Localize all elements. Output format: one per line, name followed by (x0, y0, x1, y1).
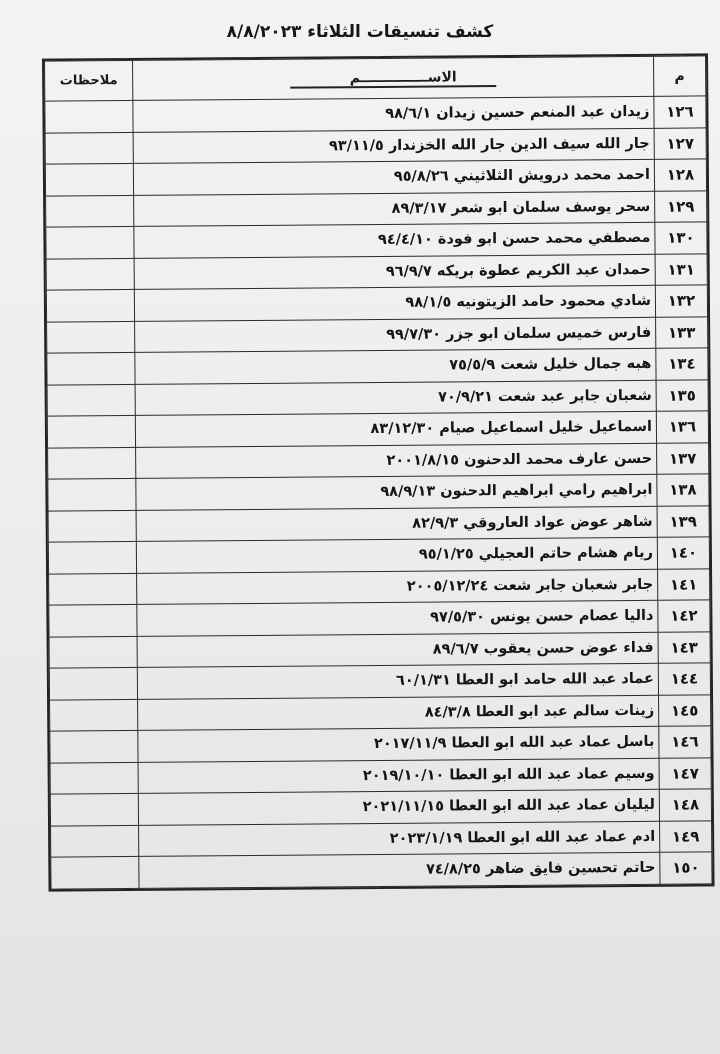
table-row (47, 348, 708, 385)
records-table-frame (42, 53, 715, 891)
row-name-and-birthdate: سحر يوسف سلمان ابو شعر ٨٩/٣/١٧ (134, 191, 655, 227)
table-row (50, 757, 711, 794)
header-number: م (654, 56, 706, 96)
table-row (48, 442, 709, 479)
row-number: ١٥٠ (660, 852, 712, 884)
table-row (51, 852, 712, 889)
table-row (48, 537, 709, 574)
table-row (45, 96, 706, 133)
row-number: ١٢٨ (654, 159, 706, 191)
table-header-row (45, 56, 706, 101)
row-name-and-birthdate: زيدان عبد المنعم حسين زيدان ٩٨/٦/١ (133, 96, 654, 132)
row-name-and-birthdate: جار الله سيف الدين جار الله الخزندار ٩٣/١١/٥ (133, 128, 654, 164)
row-notes (46, 195, 134, 227)
row-name-and-birthdate: اسماعيل خليل اسماعيل صيام ٨٣/١٢/٣٠ (135, 411, 656, 447)
row-notes (51, 825, 139, 857)
row-number: ١٢٩ (655, 190, 707, 222)
row-number: ١٣٩ (657, 505, 709, 537)
table-row (45, 159, 706, 196)
table-row (49, 568, 710, 605)
row-number: ١٤٢ (658, 600, 710, 632)
row-number: ١٤٧ (659, 757, 711, 789)
row-notes (48, 541, 136, 573)
row-notes (45, 100, 133, 132)
row-number: ١٣٨ (657, 474, 709, 506)
row-number: ١٣٥ (656, 379, 708, 411)
header-name-label: الاســــــــــــــم (290, 69, 497, 89)
row-name-and-birthdate: عماد عبد الله حامد ابو العطا ٦٠/١/٣١ (137, 663, 658, 699)
row-name-and-birthdate: ادم عماد عبد الله ابو العطا ٢٠٢٣/١/١٩ (139, 821, 660, 857)
row-name-and-birthdate: حاتم تحسين فايق ضاهر ٧٤/٨/٢٥ (139, 852, 660, 888)
row-notes (49, 636, 137, 668)
table-row (50, 789, 711, 826)
table-row (50, 694, 711, 731)
row-notes (48, 478, 136, 510)
table-row (45, 127, 706, 164)
row-notes (46, 258, 134, 290)
records-table (44, 55, 712, 889)
row-name-and-birthdate: فداء عوض حسن يعقوب ٨٩/٦/٧ (137, 632, 658, 668)
table-row (46, 253, 707, 290)
row-number: ١٤٦ (659, 726, 711, 758)
row-notes (50, 793, 138, 825)
table-row (47, 379, 708, 416)
row-notes (51, 856, 139, 888)
row-name-and-birthdate: ابراهيم رامي ابراهيم الدحنون ٩٨/٩/١٣ (136, 474, 657, 510)
row-notes (47, 384, 135, 416)
row-number: ١٤٥ (659, 694, 711, 726)
row-notes (50, 730, 138, 762)
row-notes (46, 226, 134, 258)
row-name-and-birthdate: باسل عماد عبد الله ابو العطا ٢٠١٧/١١/٩ (138, 726, 659, 762)
row-name-and-birthdate: احمد محمد درويش الثلاثيني ٩٥/٨/٢٦ (133, 159, 654, 195)
row-number: ١٣١ (655, 253, 707, 285)
row-name-and-birthdate: فارس خميس سلمان ابو جزر ٩٩/٧/٣٠ (135, 317, 656, 353)
row-notes (48, 510, 136, 542)
table-row (49, 631, 710, 668)
table-row (51, 820, 712, 857)
row-number: ١٣٧ (657, 442, 709, 474)
row-name-and-birthdate: حمدان عبد الكريم عطوة بريكه ٩٦/٩/٧ (134, 254, 655, 290)
row-number: ١٣٤ (656, 348, 708, 380)
row-number: ١٢٦ (654, 96, 706, 128)
table-row (46, 285, 707, 322)
table-row (48, 505, 709, 542)
table-row (47, 411, 708, 448)
row-name-and-birthdate: ليليان عماد عبد الله ابو العطا ٢٠٢١/١١/١٥ (138, 789, 659, 825)
row-number: ١٤٣ (658, 631, 710, 663)
document-title: كشف تنسيقات الثلاثاء ٨/٨/٢٠٢٣ (226, 22, 494, 42)
row-number: ١٤١ (658, 568, 710, 600)
table-row (49, 600, 710, 637)
header-name (133, 56, 654, 100)
row-notes (50, 699, 138, 731)
table-body (45, 96, 712, 889)
table-row (46, 190, 707, 227)
row-notes (49, 573, 137, 605)
row-name-and-birthdate: مصطفي محمد حسن ابو فودة ٩٤/٤/١٠ (134, 222, 655, 258)
row-notes (45, 163, 133, 195)
row-notes (45, 132, 133, 164)
row-notes (47, 415, 135, 447)
row-name-and-birthdate: هبه جمال خليل شعت ٧٥/٥/٩ (135, 348, 656, 384)
row-notes (50, 762, 138, 794)
row-number: ١٤٩ (660, 820, 712, 852)
row-notes (47, 352, 135, 384)
table-row (50, 726, 711, 763)
table-row (47, 316, 708, 353)
row-name-and-birthdate: جابر شعبان جابر شعت ٢٠٠٥/١٢/٢٤ (137, 569, 658, 605)
row-notes (47, 321, 135, 353)
row-number: ١٣٢ (655, 285, 707, 317)
table-row (46, 222, 707, 259)
row-number: ١٢٧ (654, 127, 706, 159)
row-name-and-birthdate: داليا عصام حسن يونس ٩٧/٥/٣٠ (137, 600, 658, 636)
row-number: ١٤٠ (657, 537, 709, 569)
row-number: ١٤٨ (659, 789, 711, 821)
row-notes (48, 447, 136, 479)
row-notes (49, 604, 137, 636)
row-notes (46, 289, 134, 321)
table-row (49, 663, 710, 700)
row-name-and-birthdate: شادي محمود حامد الزيتونيه ٩٨/١/٥ (134, 285, 655, 321)
row-name-and-birthdate: ريام هشام حاتم العجيلي ٩٥/١/٢٥ (136, 537, 657, 573)
row-number: ١٤٤ (658, 663, 710, 695)
row-name-and-birthdate: زينات سالم عبد ابو العطا ٨٤/٣/٨ (138, 695, 659, 731)
row-name-and-birthdate: حسن عارف محمد الدحنون ٢٠٠١/٨/١٥ (136, 443, 657, 479)
row-number: ١٣٣ (656, 316, 708, 348)
row-number: ١٣٠ (655, 222, 707, 254)
row-notes (49, 667, 137, 699)
row-name-and-birthdate: وسيم عماد عبد الله ابو العطا ٢٠١٩/١٠/١٠ (138, 758, 659, 794)
row-name-and-birthdate: شاهر عوض عواد العاروقي ٨٢/٩/٣ (136, 506, 657, 542)
table-row (48, 474, 709, 511)
row-name-and-birthdate: شعبان جابر عبد شعت ٧٠/٩/٢١ (135, 380, 656, 416)
row-number: ١٣٦ (656, 411, 708, 443)
header-notes: ملاحظات (45, 60, 133, 101)
